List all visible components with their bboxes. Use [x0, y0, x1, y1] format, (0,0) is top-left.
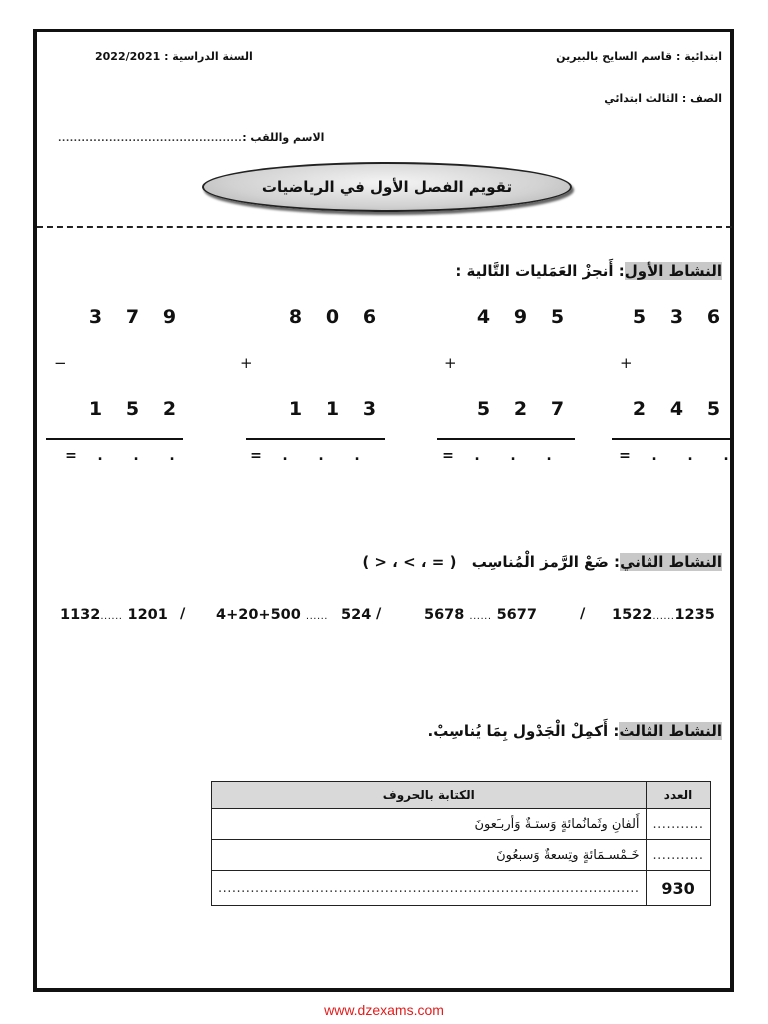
name-dots: ............................................... [58, 134, 243, 144]
table-row [212, 809, 711, 840]
equals-sign: = [619, 448, 631, 464]
result-answer[interactable] [60, 448, 190, 464]
digit: 3 [88, 306, 103, 328]
result-line [46, 438, 183, 440]
school-year: السنة الدراسية : 2022/2021 [95, 50, 253, 63]
compare-blank[interactable]: ...... [100, 611, 123, 622]
result-answer[interactable] [437, 448, 567, 464]
digit: 2 [162, 398, 177, 420]
operator-sign: + [240, 354, 253, 372]
compare-item [424, 607, 537, 623]
activity1-heading [455, 262, 722, 280]
compare-item [216, 607, 371, 623]
digit: 3 [362, 398, 377, 420]
compare-right: 5677 [496, 607, 537, 623]
answer-blank[interactable]: . [723, 448, 729, 464]
compare-left: 5678 [424, 607, 465, 623]
compare-item [60, 607, 168, 623]
dashed-divider [37, 226, 732, 228]
result-line [246, 438, 385, 440]
digit: 7 [125, 306, 140, 328]
table-row [212, 840, 711, 871]
grade-label: الصف : الثالث ابتدائي [604, 92, 722, 105]
digit: 9 [513, 306, 528, 328]
operand-top [277, 306, 388, 328]
operator-sign: − [54, 354, 67, 372]
exam-title [202, 162, 572, 212]
compare-blank[interactable]: ...... [652, 611, 675, 622]
answer-blank[interactable]: . [474, 448, 480, 464]
number-blank[interactable]: ........... [646, 840, 710, 871]
digit: 6 [706, 306, 721, 328]
answer-blank[interactable]: . [651, 448, 657, 464]
digit: 1 [325, 398, 340, 420]
separator: / [180, 606, 186, 622]
digit: 0 [325, 306, 340, 328]
operand-top [465, 306, 576, 328]
answer-blank[interactable]: . [282, 448, 288, 464]
header-words: الكتابة بالحروف [212, 782, 647, 809]
compare-item [612, 607, 715, 623]
result-answer[interactable] [245, 448, 375, 464]
result-line [612, 438, 732, 440]
separator: / [580, 606, 586, 622]
equals-sign: = [250, 448, 262, 464]
digit: 1 [88, 398, 103, 420]
operand-bottom [277, 398, 388, 420]
separator: / [376, 606, 382, 622]
activity1-instruction: : أَنجزْ العَمَليات التَّالية : [455, 262, 625, 280]
digit: 2 [632, 398, 647, 420]
compare-left: 1132 [60, 607, 101, 623]
words-blank[interactable]: ........................................................................................... [212, 871, 647, 906]
digit: 1 [288, 398, 303, 420]
activity1-label: النشاط الأول [624, 262, 722, 280]
digit: 8 [288, 306, 303, 328]
compare-left: 4+20+500 [216, 607, 301, 623]
digit: 4 [476, 306, 491, 328]
compare-right: 1201 [127, 607, 168, 623]
answer-blank[interactable]: . [97, 448, 103, 464]
compare-right: 1235 [674, 607, 715, 623]
table-header-row [212, 782, 711, 809]
activity2-instruction: : ضَعْ الرَّمز الْمُناسِب [471, 553, 621, 571]
exam-title-text: تقويم الفصل الأول في الرياضيات [261, 178, 513, 196]
operator-sign: + [620, 354, 633, 372]
digit: 3 [669, 306, 684, 328]
digit: 5 [476, 398, 491, 420]
answer-blank[interactable]: . [318, 448, 324, 464]
digit: 5 [706, 398, 721, 420]
compare-blank[interactable]: ...... [305, 611, 328, 622]
activity2-label: النشاط الثاني [620, 553, 722, 571]
name-field[interactable] [58, 131, 324, 144]
answer-blank[interactable]: . [133, 448, 139, 464]
digit: 4 [669, 398, 684, 420]
answer-blank[interactable]: . [169, 448, 175, 464]
answer-blank[interactable]: . [546, 448, 552, 464]
name-label: الاسم واللقب : [242, 131, 325, 144]
activity2-heading [362, 553, 722, 571]
symbol-options: ( > ، < ، = ) [362, 553, 457, 571]
compare-blank[interactable]: ...... [469, 611, 492, 622]
digit: 9 [162, 306, 177, 328]
digit: 5 [125, 398, 140, 420]
digit: 2 [513, 398, 528, 420]
school-name: ابتدائية : قاسم السايح بالبيرين [556, 50, 722, 63]
operand-top [621, 306, 732, 328]
digit: 7 [550, 398, 565, 420]
operand-bottom [621, 398, 732, 420]
digit: 5 [632, 306, 647, 328]
activity3-label: النشاط الثالث [619, 722, 722, 740]
answer-blank[interactable]: . [510, 448, 516, 464]
compare-left: 1522 [612, 607, 653, 623]
operand-top [77, 306, 188, 328]
numbers-table [211, 781, 711, 906]
operator-sign: + [444, 354, 457, 372]
equals-sign: = [65, 448, 77, 464]
operand-bottom [465, 398, 576, 420]
footer-url[interactable]: www.dzexams.com [324, 1002, 444, 1018]
compare-right: 524 [341, 607, 372, 623]
words-cell: أَلفانِ وثَمانُمائةٍ وَستـةٌ وَأربـَعونَ [212, 809, 647, 840]
activity3-instruction: : أَكمِلْ الْجَدْول بِمَا يُناسِبْ. [427, 722, 620, 740]
table-row [212, 871, 711, 906]
answer-blank[interactable]: . [354, 448, 360, 464]
header-number: العدد [646, 782, 710, 809]
answer-blank[interactable]: . [687, 448, 693, 464]
words-cell: خَـمْسـمَائةٍ وتِسعةٌ وَسبعُونَ [212, 840, 647, 871]
digit: 6 [362, 306, 377, 328]
number-blank[interactable]: ........... [646, 809, 710, 840]
operand-bottom [77, 398, 188, 420]
digit: 5 [550, 306, 565, 328]
activity3-heading [428, 722, 722, 740]
equals-sign: = [442, 448, 454, 464]
result-line [437, 438, 575, 440]
number-cell: 930 [646, 871, 710, 906]
result-answer[interactable] [614, 448, 744, 464]
